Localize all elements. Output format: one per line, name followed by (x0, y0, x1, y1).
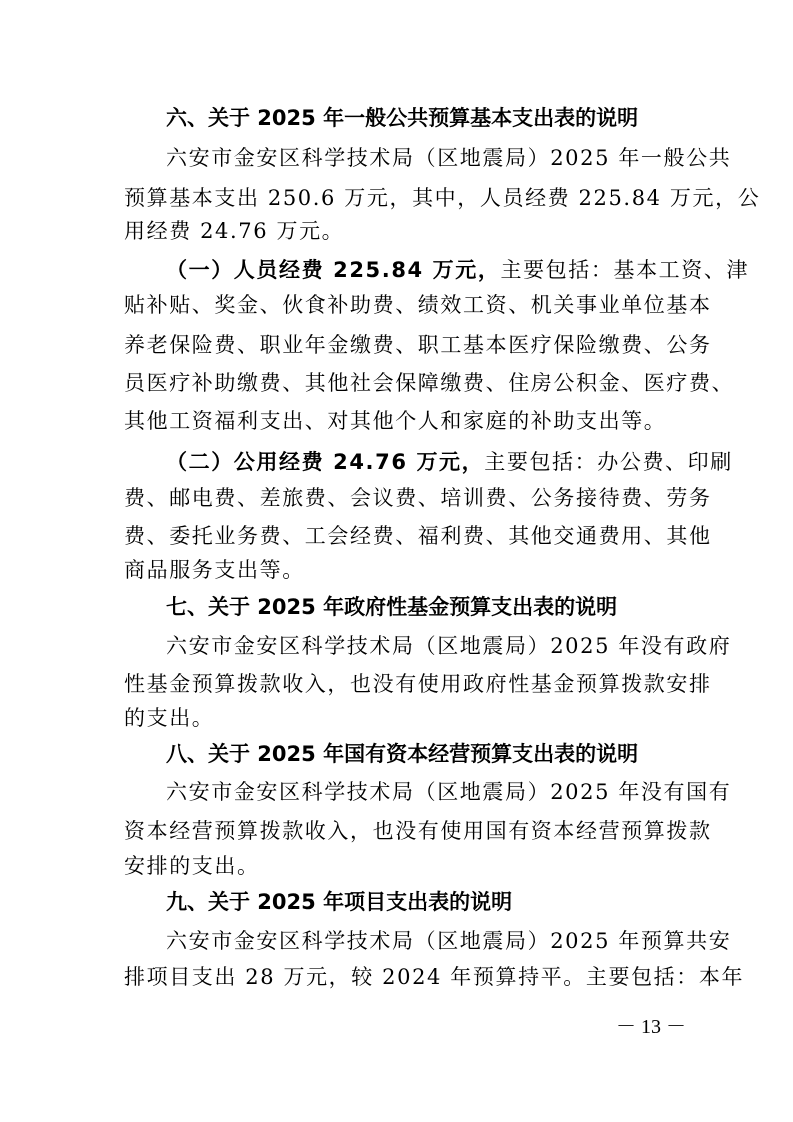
personnel-expense-first-line-text: 主要包括：基本工资、津 (500, 258, 750, 282)
section-8-heading: 八、关于 2025 年国有资本经营预算支出表的说明 (166, 742, 639, 766)
section-8-line-1: 六安市金安区科学技术局（区地震局）2025 年没有国有 (166, 780, 732, 804)
public-expense-line-4: 商品服务支出等。 (124, 558, 305, 582)
section-6-line-2: 预算基本支出 250.6 万元，其中，人员经费 225.84 万元，公 (124, 186, 761, 210)
section-9-heading: 九、关于 2025 年项目支出表的说明 (166, 890, 513, 914)
section-9-line-2: 排项目支出 28 万元，较 2024 年预算持平。主要包括：本年 (124, 965, 745, 989)
section-6-heading: 六、关于 2025 年一般公共预算基本支出表的说明 (166, 106, 639, 130)
section-7-line-1: 六安市金安区科学技术局（区地震局）2025 年没有政府 (166, 634, 732, 658)
section-6-line-1: 六安市金安区科学技术局（区地震局）2025 年一般公共 (166, 146, 732, 170)
section-7-heading: 七、关于 2025 年政府性基金预算支出表的说明 (166, 595, 618, 619)
personnel-expense-line-5: 其他工资福利支出、对其他个人和家庭的补助支出等。 (124, 409, 667, 433)
personnel-expense-line-2: 贴补贴、奖金、伙食补助费、绩效工资、机关事业单位基本 (124, 293, 712, 317)
personnel-expense-line-4: 员医疗补助缴费、其他社会保障缴费、住房公积金、医疗费、 (124, 371, 735, 395)
public-expense-paragraph-first-line (166, 447, 733, 477)
section-6-line-3: 用经费 24.76 万元。 (124, 219, 345, 243)
section-8-line-2: 资本经营预算拨款收入，也没有使用国有资本经营预算拨款 (124, 819, 712, 843)
public-expense-line-2: 费、邮电费、差旅费、会议费、培训费、公务接待费、劳务 (124, 486, 712, 510)
personnel-expense-line-3: 养老保险费、职业年金缴费、职工基本医疗保险缴费、公务 (124, 333, 712, 357)
section-7-line-2: 性基金预算拨款收入，也没有使用政府性基金预算拨款安排 (124, 672, 712, 696)
page-number: － 13 － (616, 1016, 686, 1038)
public-expense-line-3: 费、委托业务费、工会经费、福利费、其他交通费用、其他 (124, 524, 712, 548)
section-7-line-3: 的支出。 (124, 706, 215, 730)
personnel-expense-label: （一）人员经费 225.84 万元， (166, 258, 501, 282)
section-9-line-1: 六安市金安区科学技术局（区地震局）2025 年预算共安 (166, 929, 732, 953)
section-8-line-3: 安排的支出。 (124, 854, 260, 878)
personnel-expense-paragraph-first-line (166, 255, 750, 285)
public-expense-first-line-text: 主要包括：办公费、印刷 (484, 450, 733, 474)
public-expense-label: （二）公用经费 24.76 万元， (166, 450, 485, 474)
